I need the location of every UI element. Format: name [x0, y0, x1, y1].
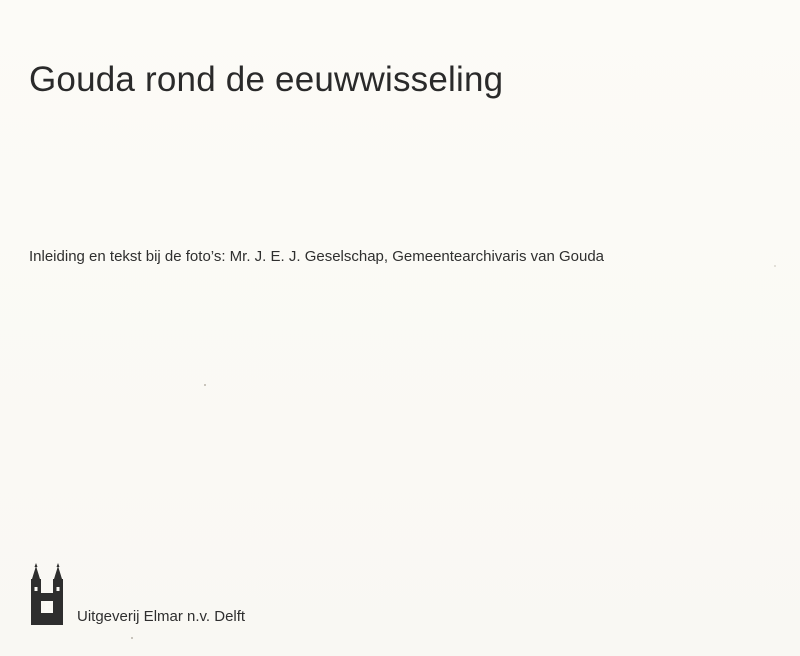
publisher-logo-icon [29, 563, 67, 625]
publisher-name: Uitgeverij Elmar n.v. Delft [77, 608, 246, 625]
page-title: Gouda rond de eeuwwisseling [29, 60, 504, 99]
paper-speck [204, 384, 206, 386]
page-subtitle: Inleiding en tekst bij de foto’s: Mr. J. E. J. Geselschap, Gemeentearchivaris van Gouda [29, 248, 605, 265]
paper-speck [131, 637, 133, 639]
paper-speck [774, 265, 776, 267]
